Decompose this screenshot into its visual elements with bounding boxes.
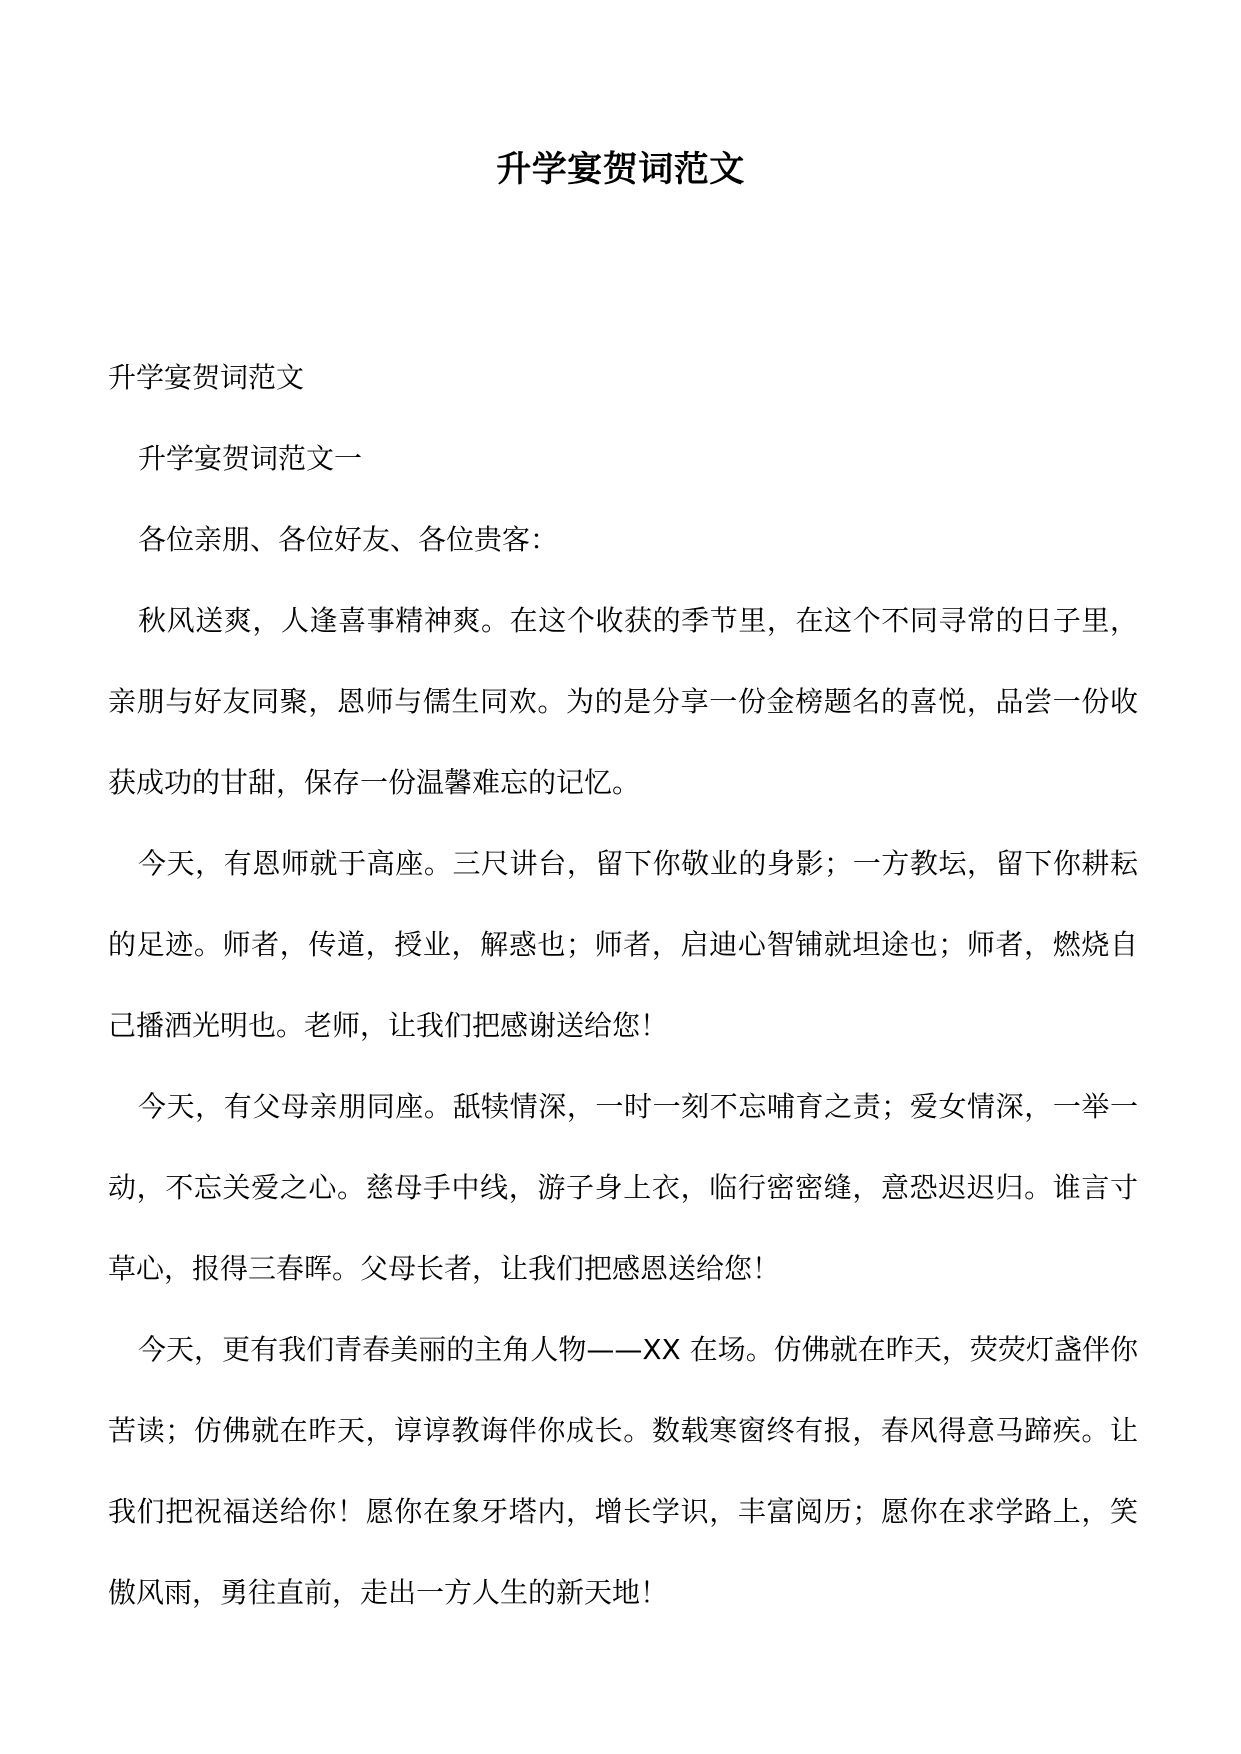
paragraph: 秋风送爽，人逢喜事精神爽。在这个收获的季节里，在这个不同寻常的日子里，亲朋与好友同聚，恩师与儒生同欢。为的是分享一份金榜题名的喜悦，品尝一份收获成功的甘甜，保存一份温馨难忘的记忆。	[108, 604, 1138, 799]
document-body	[108, 337, 1138, 1633]
paragraph: 今天，有恩师就于高座。三尺讲台，留下你敬业的身影；一方教坛，留下你耕耘的足迹。师者，传道，授业，解惑也；师者，启迪心智铺就坦途也；师者，燃烧自己播洒光明也。老师，让我们把感谢送给您！	[108, 847, 1138, 1042]
salutation: 各位亲朋、各位好友、各位贵客：	[138, 523, 559, 556]
document-title: 升学宴贺词范文	[496, 149, 745, 190]
subsection-heading: 升学宴贺词范文一	[138, 442, 363, 475]
paragraph: 今天，更有我们青春美丽的主角人物——XX 在场。仿佛就在昨天，荧荧灯盏伴你苦读；仿佛就在昨天，谆谆教诲伴你成长。数载寒窗终有报，春风得意马蹄疾。让我们把祝福送给你！愿你在象牙塔内，增长学识，丰富阅历；愿你在求学路上，笑傲风雨，勇往直前，走出一方人生的新天地！	[108, 1333, 1138, 1609]
section-heading: 升学宴贺词范文	[108, 361, 305, 394]
paragraph: 今天，有父母亲朋同座。舐犊情深，一时一刻不忘哺育之责；爱女情深，一举一动，不忘关爱之心。慈母手中线，游子身上衣，临行密密缝，意恐迟迟归。谁言寸草心，报得三春晖。父母长者，让我们把感恩送给您！	[108, 1090, 1138, 1285]
